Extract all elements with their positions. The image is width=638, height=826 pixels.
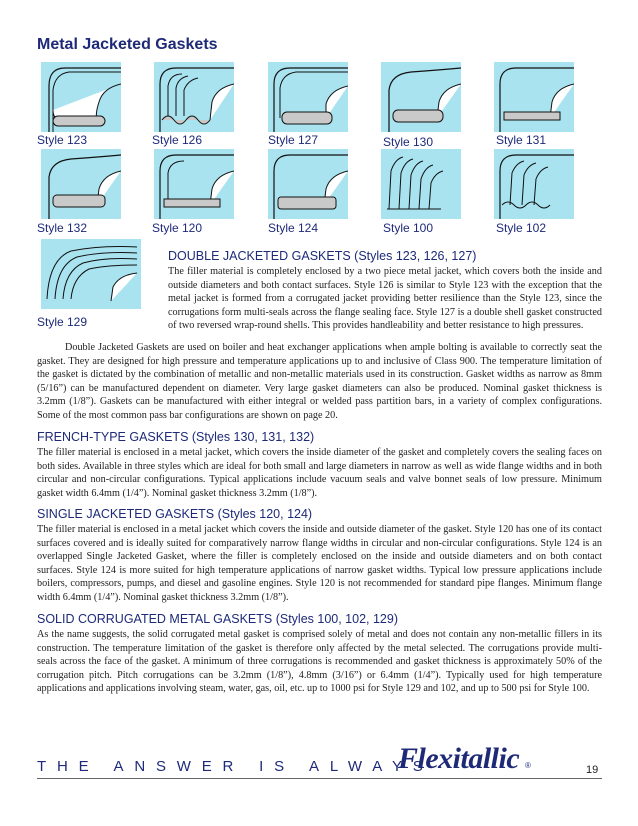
style-127-caption: Style 127 [268, 133, 319, 147]
style-100-caption: Style 100 [383, 221, 434, 235]
registered-mark: ® [525, 761, 531, 770]
french-type-body: The filler material is enclosed in a metal jacket, which covers the inside diameter of the gasket and completely covers the sealing faces on both sides. Available in three styles which are ideal for both small and large diameters in narrow as well as wide flange widths and in both circular and non-circular configurations. Typical applications include vacuum seals and valve bonnet seals of low pressure. Minimum gasket width 6.4mm (1/4”). Nominal gasket thickness 3.2mm (1/8”). [37, 447, 602, 499]
double-jacketed-body [37, 341, 602, 423]
page-number: 19 [586, 764, 599, 776]
style-130-caption: Style 130 [383, 135, 434, 149]
gasket-style-102-illustration [494, 149, 574, 219]
gasket-style-120-illustration [154, 149, 234, 219]
style-102-caption: Style 102 [496, 221, 547, 235]
gasket-style-124-illustration [268, 149, 348, 219]
flexitallic-logo: Flexitallic [398, 742, 520, 775]
gasket-style-123-illustration [41, 62, 121, 132]
single-jacketed-heading: SINGLE JACKETED GASKETS (Styles 120, 124) [37, 507, 313, 521]
style-129-caption: Style 129 [37, 315, 88, 329]
gasket-style-130-illustration [381, 62, 461, 132]
style-123-caption: Style 123 [37, 133, 88, 147]
solid-corrugated-heading: SOLID CORRUGATED METAL GASKETS (Styles 100, 102, 129) [37, 612, 398, 626]
gasket-style-129-illustration [41, 239, 141, 309]
style-132-caption: Style 132 [37, 221, 88, 235]
solid-corrugated-body: As the name suggests, the solid corrugated metal gasket is comprised solely of metal and does not contain any non-metallic fillers in its construction. The temperature limitation of the gasket is therefore only affected by the metal selected. The corrugations provide multi-seals across the face of the gasket. A minimum of three corrugations is recommended and gasket thickness is approximately 50% of the corrugation pitch. Pitch corrugations can be 3.2mm (1/8”), 4.8mm (3/16”) or 6.4mm (1/4”). Typically used for high temperature applications and applications involving steam, water, gas, oil, etc. up to 1000 psi for Style 129 and 102, and up to 500 psi for Style 100. [37, 629, 602, 695]
double-jacketed-body-top: The filler material is completely enclosed by a two piece metal jacket, which covers both the inside and outside diameters and both contact surfaces. Style 126 is similar to Style 123 with the exception that the metal jacket is formed from a corrugated jacket providing better resilience than the Style 123, since the corrugations form multi-seals across the flange sealing face. Style 127 is a double shell gasket constructed of two reversed wrap-round shells. This provides handleability and better resistance to high pressures. [168, 266, 602, 332]
style-124-caption: Style 124 [268, 221, 319, 235]
gasket-style-126-illustration [154, 62, 234, 132]
double-jacketed-body-text: Double Jacketed Gaskets are used on boiler and heat exchanger applications when ample bolting is available to correctly seat the gasket. They are designed for high pressure and temperature applications up to and inclusive of Class 900. The temperature limitation of the gasket is dictated by the combination of metallic and non-metallic materials used in its construction. Gasket widths as narrow as 8mm (5/16”) can be manufactured dependent on diameter. Very large gasket diameters can also be produced. Nominal gasket thickness is 3.2mm (1/8”). Gaskets can be manufactured with either integral or welded pass partition bars, in a variety of complex configurations. Some of the most common pass bar configurations are shown on page 20. [37, 342, 602, 421]
style-126-caption: Style 126 [152, 133, 203, 147]
gasket-style-127-illustration [268, 62, 348, 132]
double-jacketed-heading: DOUBLE JACKETED GASKETS (Styles 123, 126, 127) [168, 249, 477, 263]
page-title: Metal Jacketed Gaskets [37, 36, 218, 53]
single-jacketed-body: The filler material is enclosed in a metal jacket which covers the inside and outside diameter of the gasket. Style 120 has one of its contact surfaces covered and is ideally suited for comparatively narrow flange widths in circular and non-circular configurations. Style 124 is an overlapped Single Jacketed Gasket, where the filler is completely enclosed on the inside and outside diameters and on both contact surfaces. Style 124 is more suited for high temperature applications of narrow gasket widths. Typical low pressure applications include boilers, compressors, pumps, and diesel and gasoline engines. Style 120 is not recommended for standard pipe flanges. Minimum flange width 6.4mm (1/4”). Nominal gasket thickness 3.2mm (1/8”). [37, 524, 602, 603]
footer-rule [37, 778, 602, 779]
style-120-caption: Style 120 [152, 221, 203, 235]
french-type-heading: FRENCH-TYPE GASKETS (Styles 130, 131, 132) [37, 430, 315, 444]
footer-tagline: THE ANSWER IS ALWAYS [37, 758, 434, 775]
gasket-style-131-illustration [494, 62, 574, 132]
gasket-style-100-illustration [381, 149, 461, 219]
gasket-style-132-illustration [41, 149, 121, 219]
style-131-caption: Style 131 [496, 133, 547, 147]
